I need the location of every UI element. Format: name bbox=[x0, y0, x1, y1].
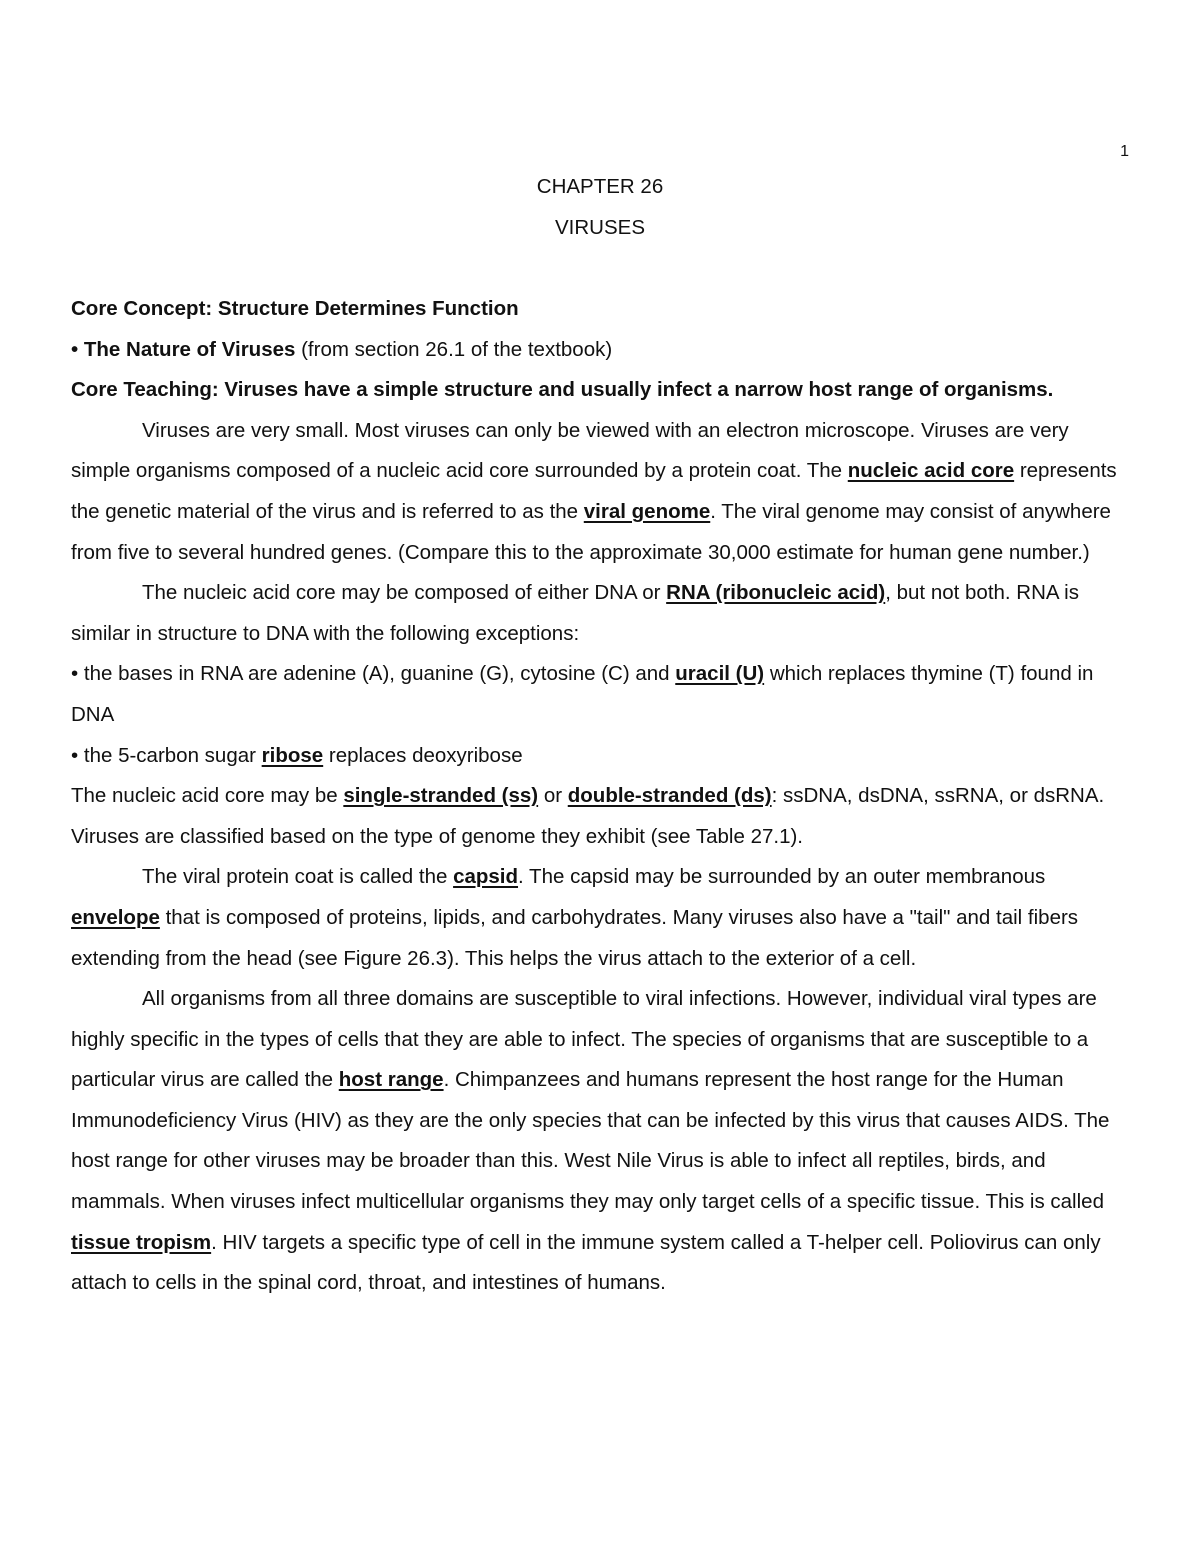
paragraph-text: The viral protein coat is called the bbox=[142, 865, 454, 889]
core-teaching-heading: Core Teaching: Viruses have a simple structure and usually infect a narrow host range of organisms. bbox=[71, 378, 1054, 402]
bullet-text: which replaces thymine (T) found in DNA bbox=[71, 662, 1094, 726]
paragraph-capsid bbox=[71, 857, 1133, 979]
document-body bbox=[71, 289, 1133, 1304]
key-term-rna: RNA (ribonucleic acid) bbox=[666, 581, 886, 605]
key-term-single-stranded: single-stranded (ss) bbox=[343, 784, 539, 808]
paragraph-text: , but not both. RNA is similar in structure to DNA with the following exceptions: bbox=[71, 581, 1079, 645]
key-term-host-range: host range bbox=[338, 1068, 444, 1092]
paragraph-text: The nucleic acid core may be composed of either DNA or bbox=[142, 581, 667, 605]
paragraph-text: represents the genetic material of the virus and is referred to as the bbox=[71, 459, 1117, 523]
paragraph-nucleic-acid bbox=[71, 573, 1133, 654]
paragraph-text: that is composed of proteins, lipids, and carbohydrates. Many viruses also have a "tail" and tail fibers extending from the head (see Figure 26.3). This helps the virus attach to the exterior of a cell. bbox=[71, 905, 1079, 970]
section-title: The Nature of Viruses bbox=[83, 337, 296, 361]
section-heading bbox=[71, 330, 1133, 371]
section-source: (from section 26.1 of the textbook) bbox=[295, 337, 613, 361]
paragraph-text: All organisms from all three domains are susceptible to viral infections. However, individual viral types are highly specific in the types of cells that they are able to infect. The species of organisms that are susceptible to a particular virus are called the bbox=[71, 987, 1097, 1092]
paragraph-text: : ssDNA, dsDNA, ssRNA, or dsRNA. Viruses are classified based on the type of genome they exhibit (see Table 27.1). bbox=[71, 784, 1105, 848]
section-bullet: • bbox=[71, 337, 84, 361]
paragraph-host-range bbox=[71, 979, 1133, 1304]
bullet-text: • the bases in RNA are adenine (A), guanine (G), cytosine (C) and bbox=[71, 662, 676, 686]
chapter-title: CHAPTER 26 bbox=[536, 175, 664, 198]
bullet-text: replaces deoxyribose bbox=[323, 743, 523, 767]
key-term-envelope: envelope bbox=[71, 905, 160, 929]
core-concept-heading: Core Concept: Structure Determines Function bbox=[71, 297, 519, 320]
chapter-subtitle: VIRUSES bbox=[555, 216, 645, 239]
key-term-nucleic-acid-core: nucleic acid core bbox=[847, 459, 1015, 483]
paragraph-text: The nucleic acid core may be bbox=[71, 784, 344, 808]
paragraph-text: . The capsid may be surrounded by an outer membranous bbox=[518, 865, 1046, 889]
paragraph-strandedness bbox=[71, 776, 1133, 857]
key-term-ribose: ribose bbox=[261, 743, 324, 767]
bullet-item-sugar bbox=[71, 736, 1133, 777]
paragraph-text: . The viral genome may consist of anywhere from five to several hundred genes. (Compare this to the approximate 30,000 estimate for human gene number.) bbox=[71, 499, 1111, 564]
key-term-viral-genome: viral genome bbox=[583, 499, 711, 523]
paragraph-viruses-intro bbox=[71, 411, 1133, 573]
paragraph-text: . HIV targets a specific type of cell in the immune system called a T-helper cell. Poliovirus can only attach to cells in the spinal cord, throat, and intestines of humans. bbox=[71, 1230, 1101, 1295]
bullet-text: • the 5-carbon sugar bbox=[71, 743, 262, 767]
key-term-tissue-tropism: tissue tropism bbox=[71, 1230, 212, 1254]
paragraph-text: Viruses are very small. Most viruses can only be viewed with an electron microscope. Viruses are very simple organisms composed of a nucleic acid core surrounded by a protein coat. The bbox=[71, 418, 1069, 483]
key-term-double-stranded: double-stranded (ds) bbox=[567, 784, 772, 808]
key-term-uracil: uracil (U) bbox=[675, 662, 765, 686]
paragraph-text: . Chimpanzees and humans represent the host range for the Human Immunodeficiency Virus (HIV) as they are the only species that can be infected by this virus that causes AIDS. The host range for other viruses may be broader than this. West Nile Virus is able to infect all reptiles, birds, and mammals. When viruses infect multicellular organisms they may only target cells of a specific tissue. This is called bbox=[71, 1068, 1110, 1214]
key-term-capsid: capsid bbox=[453, 865, 519, 889]
bullet-item-bases bbox=[71, 654, 1133, 735]
page-number: 1 bbox=[1120, 143, 1129, 160]
paragraph-text: or bbox=[538, 784, 568, 808]
